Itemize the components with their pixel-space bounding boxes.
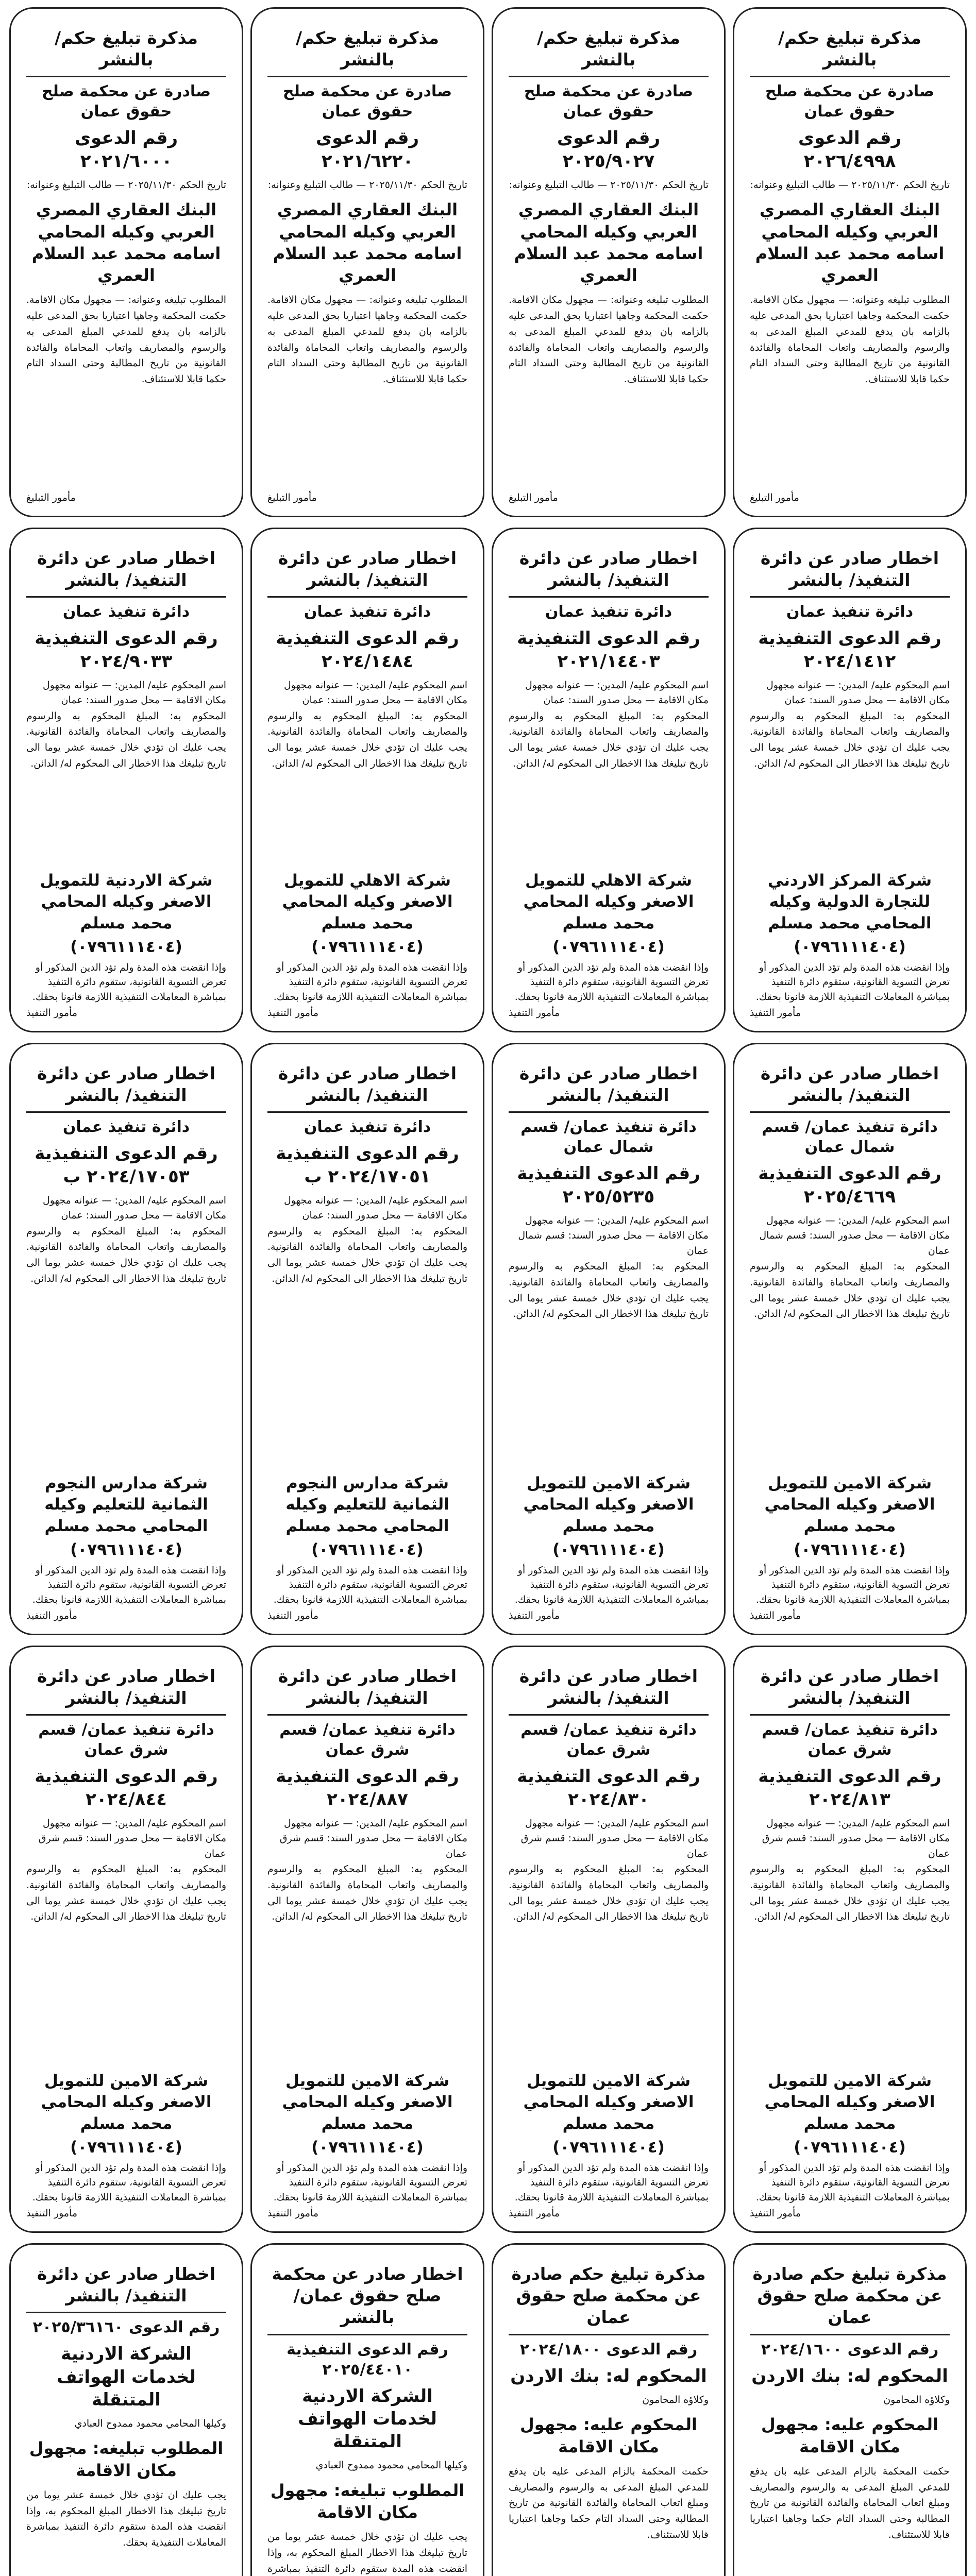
notice-subtitle: رقم الدعوى ٢٠٢٤/١٨٠٠	[519, 2340, 698, 2359]
creditor-name: شركة مدارس النجوم الثمانية للتعليم وكيله المحامي محمد مسلم	[44, 1473, 208, 1535]
notice-subtitle: دائرة تنفيذ عمان/ قسم شرق عمان	[279, 1721, 456, 1759]
contact-phone: (٠٧٩٦١١١٤٠٤)	[794, 937, 906, 956]
notice-meta: اسم المحكوم عليه/ المدين: — عنوانه مجهول مكان الاقامة — محل صدور السند: عمان	[283, 1194, 467, 1222]
notice-title: مذكرة تبليغ حكم/ بالنشر	[509, 27, 709, 77]
court-notice	[492, 7, 726, 517]
execution-notice	[250, 1043, 484, 1635]
notice-meta: وكيلها المحامي محمود ممدوح العبادي	[315, 2460, 467, 2471]
notice-footer: وإذا انقضت هذه المدة ولم تؤد الدين المذكور أو تعرض التسوية القانونية، ستقوم دائرة التنفيذ بمباشرة المعاملات التنفيذية اللازمة قانونا بحقك.	[755, 2162, 950, 2203]
plaintiff-name: البنك العقاري المصري العربي وكيله المحامي اسامه محمد عبد السلام العمري	[31, 200, 221, 285]
court-notice	[492, 2243, 726, 2576]
notice-signature: مأمور التبليغ	[26, 492, 76, 503]
notice-footer: وإذا انقضت هذه المدة ولم تؤد الدين المذكور أو تعرض التسوية القانونية، ستقوم دائرة التنفيذ بمباشرة المعاملات التنفيذية اللازمة قانونا بحقك.	[32, 1564, 226, 1605]
notice-body: حكمت المحكمة بالزام المدعى عليه بان يدفع للمدعي المبلغ المدعى به والرسوم والمصاريف ومبلغ اتعاب المحاماة والفائدة القانونية من تاريخ المطالبة وحتى السداد التام حكما وجاهيا اعتباريا قابلا للاستئناف.	[750, 2465, 950, 2540]
notice-signature: مأمور التبليغ	[267, 492, 317, 503]
notice-signature: مأمور التنفيذ	[509, 1007, 560, 1019]
notice-title: اخطار صادر عن دائرة التنفيذ/ بالنشر	[267, 1666, 467, 1716]
notice-title: مذكرة تبليغ حكم صادرة عن محكمة صلح حقوق عمان	[509, 2263, 709, 2335]
notice-signature: مأمور التنفيذ	[509, 2208, 560, 2219]
notice-row-5	[9, 2243, 967, 2576]
execution-notice	[492, 528, 726, 1032]
notice-body: المحكوم به: المبلغ المحكوم به والرسوم والمصاريف واتعاب المحاماة والفائدة القانونية. يجب عليك ان تؤدي خلال خمسة عشر يوما الى تاريخ تبليغك هذا الاخطار الى المحكوم له/ الدائن.	[26, 1225, 226, 1285]
notice-body: المطلوب تبليغه وعنوانه: — مجهول مكان الاقامة. حكمت المحكمة وجاهيا اعتباريا بحق المدعى عليه بالزامه بان يدفع للمدعي المبلغ المدعى به والرسوم والمصاريف واتعاب المحاماة والفائدة القانونية من تاريخ المطالبة وحتى السداد التام حكما قابلا للاستئناف.	[509, 294, 709, 385]
case-number: رقم الدعوى التنفيذية ٢٠٢٥/٤٦٦٩	[758, 1163, 941, 1207]
notice-signature: مأمور التنفيذ	[267, 1610, 319, 1621]
notice-title: اخطار صادر عن دائرة التنفيذ/ بالنشر	[509, 548, 709, 598]
notice-meta: تاريخ الحكم ٢٠٢٥/١١/٣٠ — طالب التبليغ وعنوانه:	[509, 179, 709, 191]
notice-meta: وكيلها المحامي محمود ممدوح العبادي	[74, 2418, 226, 2430]
notice-body: المحكوم به: المبلغ المحكوم به والرسوم والمصاريف واتعاب المحاماة والفائدة القانونية. يجب عليك ان تؤدي خلال خمسة عشر يوما الى تاريخ تبليغك هذا الاخطار الى المحكوم له/ الدائن.	[750, 1261, 950, 1320]
notice-body: المحكوم به: المبلغ المحكوم به والرسوم والمصاريف واتعاب المحاماة والفائدة القانونية. يجب عليك ان تؤدي خلال خمسة عشر يوما الى تاريخ تبليغك هذا الاخطار الى المحكوم له/ الدائن.	[509, 710, 709, 770]
notice-body: المحكوم به: المبلغ المحكوم به والرسوم والمصاريف واتعاب المحاماة والفائدة القانونية. يجب عليك ان تؤدي خلال خمسة عشر يوما الى تاريخ تبليغك هذا الاخطار الى المحكوم له/ الدائن.	[26, 1863, 226, 1923]
case-number: رقم الدعوى التنفيذية ٢٠٢٤/٨٤٤	[35, 1766, 218, 1810]
execution-notice	[9, 528, 243, 1032]
plaintiff-name: البنك العقاري المصري العربي وكيله المحامي اسامه محمد عبد السلام العمري	[273, 200, 462, 285]
case-number: رقم الدعوى التنفيذية ٢٠٢١/١٤٤٠٣	[517, 628, 700, 672]
creditor-name: شركة الامين للتمويل الاصغر وكيله المحامي محمد مسلم	[282, 2071, 453, 2133]
notice-signature: مأمور التبليغ	[509, 492, 558, 503]
case-number: رقم الدعوى التنفيذية ٢٠٢٤/١٤١٢	[758, 628, 941, 672]
notice-meta: وكلاؤه المحامون	[642, 2394, 709, 2405]
contact-phone: (٠٧٩٦١١١٤٠٤)	[794, 2138, 906, 2157]
notice-title: اخطار صادر عن دائرة التنفيذ/ بالنشر	[26, 548, 226, 598]
court-notice	[9, 7, 243, 517]
notice-title: مذكرة تبليغ حكم/ بالنشر	[750, 27, 950, 77]
party-name: المطلوب تبليغه: مجهول مكان الاقامة	[270, 2480, 465, 2522]
notice-footer: وإذا انقضت هذه المدة ولم تؤد الدين المذكور أو تعرض التسوية القانونية، ستقوم دائرة التنفيذ بمباشرة المعاملات التنفيذية اللازمة قانونا بحقك.	[273, 2162, 467, 2203]
notice-footer: وإذا انقضت هذه المدة ولم تؤد الدين المذكور أو تعرض التسوية القانونية، ستقوم دائرة التنفيذ بمباشرة المعاملات التنفيذية اللازمة قانونا بحقك.	[273, 1564, 467, 1605]
case-number: رقم الدعوى التنفيذية ٢٠٢٤/٨٨٧	[276, 1766, 459, 1810]
execution-notice	[492, 1646, 726, 2233]
notice-title: اخطار صادر عن دائرة التنفيذ/ بالنشر	[26, 1063, 226, 1113]
notice-subtitle: صادرة عن محكمة صلح حقوق عمان	[524, 82, 694, 121]
case-number: رقم الدعوى التنفيذية ٢٠٢٤/٩٠٣٣	[35, 628, 218, 672]
party-name: المطلوب تبليغه: مجهول مكان الاقامة	[29, 2438, 224, 2480]
notice-subtitle: دائرة تنفيذ عمان/ قسم شرق عمان	[38, 1721, 214, 1759]
notice-subtitle: دائرة تنفيذ عمان	[304, 1118, 431, 1137]
party-name: المحكوم عليه: مجهول مكان الاقامة	[520, 2415, 697, 2456]
contact-phone: (٠٧٩٦١١١٤٠٤)	[70, 1540, 182, 1559]
creditor-name: شركة مدارس النجوم الثمانية للتعليم وكيله المحامي محمد مسلم	[285, 1473, 449, 1535]
creditor-name: شركة الاهلي للتمويل الاصغر وكيله المحامي محمد مسلم	[282, 871, 453, 933]
execution-notice	[733, 1646, 967, 2233]
case-number: الشركة الاردنية لخدمات الهواتف المتنقلة	[57, 2344, 196, 2410]
notice-subtitle: صادرة عن محكمة صلح حقوق عمان	[765, 82, 935, 121]
notice-subtitle: دائرة تنفيذ عمان/ قسم شمال عمان	[762, 1118, 938, 1157]
court-notice	[250, 7, 484, 517]
notice-body: المحكوم به: المبلغ المحكوم به والرسوم والمصاريف واتعاب المحاماة والفائدة القانونية. يجب عليك ان تؤدي خلال خمسة عشر يوما الى تاريخ تبليغك هذا الاخطار الى المحكوم له/ الدائن.	[509, 1863, 709, 1923]
notice-meta: اسم المحكوم عليه/ المدين: — عنوانه مجهول مكان الاقامة — محل صدور السند: عمان	[42, 1194, 226, 1222]
notice-footer: وإذا انقضت هذه المدة ولم تؤد الدين المذكور أو تعرض التسوية القانونية، ستقوم دائرة التنفيذ بمباشرة المعاملات التنفيذية اللازمة قانونا بحقك.	[755, 1564, 950, 1605]
notice-row-2	[9, 528, 967, 1032]
notice-title: اخطار صادر عن محكمة صلح حقوق عمان/ بالنشر	[267, 2263, 467, 2335]
notice-subtitle: دائرة تنفيذ عمان/ قسم شرق عمان	[520, 1721, 697, 1759]
notice-body: يجب عليك ان تؤدي خلال خمسة عشر يوما من تاريخ تبليغك هذا الاخطار المبلغ المحكوم به، وإذا انقضت هذه المدة ستقوم دائرة التنفيذ بمباشرة المعاملات التنفيذية بحقك.	[26, 2489, 226, 2549]
case-number: رقم الدعوى التنفيذية ٢٠٢٤/١٤٨٤	[276, 628, 459, 672]
notice-title: مذكرة تبليغ حكم/ بالنشر	[267, 27, 467, 77]
execution-notice	[733, 1043, 967, 1635]
notice-row-4	[9, 1646, 967, 2233]
notice-title: اخطار صادر عن دائرة التنفيذ/ بالنشر	[26, 1666, 226, 1716]
court-notice	[733, 2243, 967, 2576]
creditor-name: شركة الامين للتمويل الاصغر وكيله المحامي محمد مسلم	[764, 2071, 935, 2133]
court-notice	[250, 2243, 484, 2576]
notice-meta: اسم المحكوم عليه/ المدين: — عنوانه مجهول مكان الاقامة — محل صدور السند: عمان	[525, 679, 709, 706]
notice-meta: اسم المحكوم عليه/ المدين: — عنوانه مجهول مكان الاقامة — محل صدور السند: قسم شرق عمان	[279, 1817, 467, 1859]
notice-body: المحكوم به: المبلغ المحكوم به والرسوم والمصاريف واتعاب المحاماة والفائدة القانونية. يجب عليك ان تؤدي خلال خمسة عشر يوما الى تاريخ تبليغك هذا الاخطار الى المحكوم له/ الدائن.	[26, 710, 226, 770]
notice-footer: وإذا انقضت هذه المدة ولم تؤد الدين المذكور أو تعرض التسوية القانونية، ستقوم دائرة التنفيذ بمباشرة المعاملات التنفيذية اللازمة قانونا بحقك.	[273, 961, 467, 1003]
execution-notice	[9, 1043, 243, 1635]
contact-phone: (٠٧٩٦١١١٤٠٤)	[70, 937, 182, 956]
execution-notice	[492, 1043, 726, 1635]
notice-title: مذكرة تبليغ حكم صادرة عن محكمة صلح حقوق عمان	[750, 2263, 950, 2335]
notice-subtitle: دائرة تنفيذ عمان	[62, 603, 190, 621]
case-number: الشركة الاردنية لخدمات الهواتف المتنقلة	[298, 2385, 437, 2452]
contact-phone: (٠٧٩٦١١١٤٠٤)	[70, 2138, 182, 2157]
notice-subtitle: رقم الدعوى التنفيذية ٢٠٢٥/٤٤٠١٠	[287, 2340, 448, 2379]
case-number: رقم الدعوى التنفيذية ٢٠٢٤/١٧٠٥١ ب	[276, 1143, 459, 1187]
notice-title: اخطار صادر عن دائرة التنفيذ/ بالنشر	[26, 2263, 226, 2313]
notice-title: اخطار صادر عن دائرة التنفيذ/ بالنشر	[267, 1063, 467, 1113]
creditor-name: شركة المركز الاردني للتجارة الدولية وكيله المحامي محمد مسلم	[767, 871, 932, 933]
notice-subtitle: دائرة تنفيذ عمان	[786, 603, 914, 621]
notice-meta: اسم المحكوم عليه/ المدين: — عنوانه مجهول مكان الاقامة — محل صدور السند: قسم شرق عمان	[520, 1817, 709, 1859]
notice-footer: وإذا انقضت هذه المدة ولم تؤد الدين المذكور أو تعرض التسوية القانونية، ستقوم دائرة التنفيذ بمباشرة المعاملات التنفيذية اللازمة قانونا بحقك.	[32, 961, 226, 1003]
notice-meta: اسم المحكوم عليه/ المدين: — عنوانه مجهول مكان الاقامة — محل صدور السند: عمان	[766, 679, 950, 706]
notice-row-1	[9, 7, 967, 517]
notice-body: المحكوم به: المبلغ المحكوم به والرسوم والمصاريف واتعاب المحاماة والفائدة القانونية. يجب عليك ان تؤدي خلال خمسة عشر يوما الى تاريخ تبليغك هذا الاخطار الى المحكوم له/ الدائن.	[267, 1225, 467, 1285]
notice-subtitle: دائرة تنفيذ عمان/ قسم شمال عمان	[520, 1118, 697, 1157]
notice-footer: وإذا انقضت هذه المدة ولم تؤد الدين المذكور أو تعرض التسوية القانونية، ستقوم دائرة التنفيذ بمباشرة المعاملات التنفيذية اللازمة قانونا بحقك.	[514, 2162, 709, 2203]
notice-signature: مأمور التبليغ	[750, 492, 799, 503]
creditor-name: شركة الاهلي للتمويل الاصغر وكيله المحامي محمد مسلم	[523, 871, 694, 933]
execution-notice	[250, 1646, 484, 2233]
case-number: رقم الدعوى التنفيذية ٢٠٢٤/١٧٠٥٣ ب	[35, 1143, 218, 1187]
notice-meta: وكلاؤه المحامون	[883, 2394, 950, 2405]
notice-subtitle: دائرة تنفيذ عمان	[304, 603, 431, 621]
contact-phone: (٠٧٩٦١١١٤٠٤)	[311, 1540, 424, 1559]
notice-body: يجب عليك ان تؤدي خلال خمسة عشر يوما من تاريخ تبليغك هذا الاخطار المبلغ المحكوم به، وإذا انقضت هذه المدة ستقوم دائرة التنفيذ بمباشرة	[267, 2531, 467, 2574]
notice-signature: مأمور التنفيذ	[509, 1610, 560, 1621]
case-number: رقم الدعوى التنفيذية ٢٠٢٥/٥٢٣٥	[517, 1163, 700, 1207]
notice-title: اخطار صادر عن دائرة التنفيذ/ بالنشر	[750, 548, 950, 598]
case-number: رقم الدعوى ٢٠٢١/٦٢٢٠	[315, 128, 419, 172]
notice-meta: اسم المحكوم عليه/ المدين: — عنوانه مجهول مكان الاقامة — محل صدور السند: قسم شرق عمان	[762, 1817, 950, 1859]
notice-title: اخطار صادر عن دائرة التنفيذ/ بالنشر	[267, 548, 467, 598]
notice-meta: تاريخ الحكم ٢٠٢٥/١١/٣٠ — طالب التبليغ وعنوانه:	[26, 179, 226, 191]
notice-subtitle: صادرة عن محكمة صلح حقوق عمان	[282, 82, 452, 121]
notice-signature: مأمور التنفيذ	[26, 1007, 78, 1019]
notice-body: حكمت المحكمة بالزام المدعى عليه بان يدفع للمدعي المبلغ المدعى به والرسوم والمصاريف ومبلغ اتعاب المحاماة والفائدة القانونية من تاريخ المطالبة وحتى السداد التام حكما وجاهيا اعتباريا قابلا للاستئناف.	[509, 2465, 709, 2540]
notice-title: اخطار صادر عن دائرة التنفيذ/ بالنشر	[509, 1666, 709, 1716]
contact-phone: (٠٧٩٦١١١٤٠٤)	[311, 2138, 424, 2157]
notice-title: مذكرة تبليغ حكم/ بالنشر	[26, 27, 226, 77]
notice-footer: وإذا انقضت هذه المدة ولم تؤد الدين المذكور أو تعرض التسوية القانونية، ستقوم دائرة التنفيذ بمباشرة المعاملات التنفيذية اللازمة قانونا بحقك.	[514, 1564, 709, 1605]
notice-signature: مأمور التنفيذ	[26, 1610, 78, 1621]
notice-subtitle: رقم الدعوى ٢٠٢٤/١٦٠٠	[761, 2340, 939, 2359]
notice-footer: وإذا انقضت هذه المدة ولم تؤد الدين المذكور أو تعرض التسوية القانونية، ستقوم دائرة التنفيذ بمباشرة المعاملات التنفيذية اللازمة قانونا بحقك.	[755, 961, 950, 1003]
case-number: رقم الدعوى ٢٠٢٦/٤٩٩٨	[798, 128, 902, 172]
notice-subtitle: صادرة عن محكمة صلح حقوق عمان	[41, 82, 211, 121]
notice-signature: مأمور التنفيذ	[750, 1007, 801, 1019]
creditor-name: شركة الامين للتمويل الاصغر وكيله المحامي محمد مسلم	[523, 2071, 694, 2133]
notice-signature: مأمور التنفيذ	[750, 2208, 801, 2219]
notice-meta: تاريخ الحكم ٢٠٢٥/١١/٣٠ — طالب التبليغ وعنوانه:	[750, 179, 950, 191]
notice-row-3	[9, 1043, 967, 1635]
contact-phone: (٠٧٩٦١١١٤٠٤)	[311, 937, 424, 956]
notice-body: المحكوم به: المبلغ المحكوم به والرسوم والمصاريف واتعاب المحاماة والفائدة القانونية. يجب عليك ان تؤدي خلال خمسة عشر يوما الى تاريخ تبليغك هذا الاخطار الى المحكوم له/ الدائن.	[750, 710, 950, 770]
creditor-name: شركة الامين للتمويل الاصغر وكيله المحامي محمد مسلم	[764, 1473, 935, 1535]
notice-meta: تاريخ الحكم ٢٠٢٥/١١/٣٠ — طالب التبليغ وعنوانه:	[267, 179, 467, 191]
party-name: المحكوم عليه: مجهول مكان الاقامة	[761, 2415, 938, 2456]
notice-subtitle: دائرة تنفيذ عمان	[62, 1118, 190, 1137]
case-number: رقم الدعوى التنفيذية ٢٠٢٤/٨١٣	[758, 1766, 941, 1810]
creditor-name: شركة الاردنية للتمويل الاصغر وكيله المحامي محمد مسلم	[40, 871, 213, 933]
notice-subtitle: دائرة تنفيذ عمان	[545, 603, 672, 621]
case-number: رقم الدعوى ٢٠٢٥/٩٠٢٧	[557, 128, 661, 172]
case-number: رقم الدعوى التنفيذية ٢٠٢٤/٨٣٠	[517, 1766, 700, 1810]
notice-body: المطلوب تبليغه وعنوانه: — مجهول مكان الاقامة. حكمت المحكمة وجاهيا اعتباريا بحق المدعى عليه بالزامه بان يدفع للمدعي المبلغ المدعى به والرسوم والمصاريف واتعاب المحاماة والفائدة القانونية من تاريخ المطالبة وحتى السداد التام حكما قابلا للاستئناف.	[267, 294, 467, 385]
court-notice	[733, 7, 967, 517]
notice-footer: وإذا انقضت هذه المدة ولم تؤد الدين المذكور أو تعرض التسوية القانونية، ستقوم دائرة التنفيذ بمباشرة المعاملات التنفيذية اللازمة قانونا بحقك.	[514, 961, 709, 1003]
plaintiff-name: البنك العقاري المصري العربي وكيله المحامي اسامه محمد عبد السلام العمري	[755, 200, 945, 285]
notice-meta: اسم المحكوم عليه/ المدين: — عنوانه مجهول مكان الاقامة — محل صدور السند: عمان	[42, 679, 226, 706]
execution-notice	[733, 528, 967, 1032]
execution-notice	[9, 1646, 243, 2233]
notice-footer: وإذا انقضت هذه المدة ولم تؤد الدين المذكور أو تعرض التسوية القانونية، ستقوم دائرة التنفيذ بمباشرة المعاملات التنفيذية اللازمة قانونا بحقك.	[32, 2162, 226, 2203]
contact-phone: (٠٧٩٦١١١٤٠٤)	[552, 1540, 665, 1559]
notice-body: المحكوم به: المبلغ المحكوم به والرسوم والمصاريف واتعاب المحاماة والفائدة القانونية. يجب عليك ان تؤدي خلال خمسة عشر يوما الى تاريخ تبليغك هذا الاخطار الى المحكوم له/ الدائن.	[509, 1261, 709, 1320]
notice-meta: اسم المحكوم عليه/ المدين: — عنوانه مجهول مكان الاقامة — محل صدور السند: قسم شمال عمان	[759, 1214, 950, 1257]
notice-body: المحكوم به: المبلغ المحكوم به والرسوم والمصاريف واتعاب المحاماة والفائدة القانونية. يجب عليك ان تؤدي خلال خمسة عشر يوما الى تاريخ تبليغك هذا الاخطار الى المحكوم له/ الدائن.	[750, 1863, 950, 1923]
notice-signature: مأمور التنفيذ	[267, 1007, 319, 1019]
notice-title: اخطار صادر عن دائرة التنفيذ/ بالنشر	[509, 1063, 709, 1113]
case-number: المحكوم له: بنك الاردن	[510, 2365, 707, 2386]
case-number: رقم الدعوى ٢٠٢١/٦٠٠٠	[74, 128, 178, 172]
notice-subtitle: دائرة تنفيذ عمان/ قسم شرق عمان	[762, 1721, 938, 1759]
notice-body: المطلوب تبليغه وعنوانه: — مجهول مكان الاقامة. حكمت المحكمة وجاهيا اعتباريا بحق المدعى عليه بالزامه بان يدفع للمدعي المبلغ المدعى به والرسوم والمصاريف واتعاب المحاماة والفائدة القانونية من تاريخ المطالبة وحتى السداد التام حكما قابلا للاستئناف.	[750, 294, 950, 385]
contact-phone: (٠٧٩٦١١١٤٠٤)	[794, 1540, 906, 1559]
notice-signature: مأمور التنفيذ	[750, 1610, 801, 1621]
creditor-name: شركة الامين للتمويل الاصغر وكيله المحامي محمد مسلم	[523, 1473, 694, 1535]
notice-signature: مأمور التنفيذ	[26, 2208, 78, 2219]
plaintiff-name: البنك العقاري المصري العربي وكيله المحامي اسامه محمد عبد السلام العمري	[514, 200, 703, 285]
notice-title: اخطار صادر عن دائرة التنفيذ/ بالنشر	[750, 1063, 950, 1113]
notice-body: المحكوم به: المبلغ المحكوم به والرسوم والمصاريف واتعاب المحاماة والفائدة القانونية. يجب عليك ان تؤدي خلال خمسة عشر يوما الى تاريخ تبليغك هذا الاخطار الى المحكوم له/ الدائن.	[267, 710, 467, 770]
court-notice	[9, 2243, 243, 2576]
contact-phone: (٠٧٩٦١١١٤٠٤)	[552, 2138, 665, 2157]
creditor-name: شركة الامين للتمويل الاصغر وكيله المحامي محمد مسلم	[41, 2071, 212, 2133]
notice-meta: اسم المحكوم عليه/ المدين: — عنوانه مجهول مكان الاقامة — محل صدور السند: عمان	[283, 679, 467, 706]
notice-meta: اسم المحكوم عليه/ المدين: — عنوانه مجهول مكان الاقامة — محل صدور السند: قسم شمال عمان	[518, 1214, 709, 1257]
notice-body: المحكوم به: المبلغ المحكوم به والرسوم والمصاريف واتعاب المحاماة والفائدة القانونية. يجب عليك ان تؤدي خلال خمسة عشر يوما الى تاريخ تبليغك هذا الاخطار الى المحكوم له/ الدائن.	[267, 1863, 467, 1923]
case-number: المحكوم له: بنك الاردن	[751, 2365, 948, 2386]
notice-subtitle: رقم الدعوى ٢٠٢٥/٣٦١٦٠	[32, 2318, 220, 2337]
notice-title: اخطار صادر عن دائرة التنفيذ/ بالنشر	[750, 1666, 950, 1716]
contact-phone: (٠٧٩٦١١١٤٠٤)	[552, 937, 665, 956]
notice-body: المطلوب تبليغه وعنوانه: — مجهول مكان الاقامة. حكمت المحكمة وجاهيا اعتباريا بحق المدعى عليه بالزامه بان يدفع للمدعي المبلغ المدعى به والرسوم والمصاريف واتعاب المحاماة والفائدة القانونية من تاريخ المطالبة وحتى السداد التام حكما قابلا للاستئناف.	[26, 294, 226, 385]
notice-meta: اسم المحكوم عليه/ المدين: — عنوانه مجهول مكان الاقامة — محل صدور السند: قسم شرق عمان	[38, 1817, 226, 1859]
notice-signature: مأمور التنفيذ	[267, 2208, 319, 2219]
execution-notice	[250, 528, 484, 1032]
